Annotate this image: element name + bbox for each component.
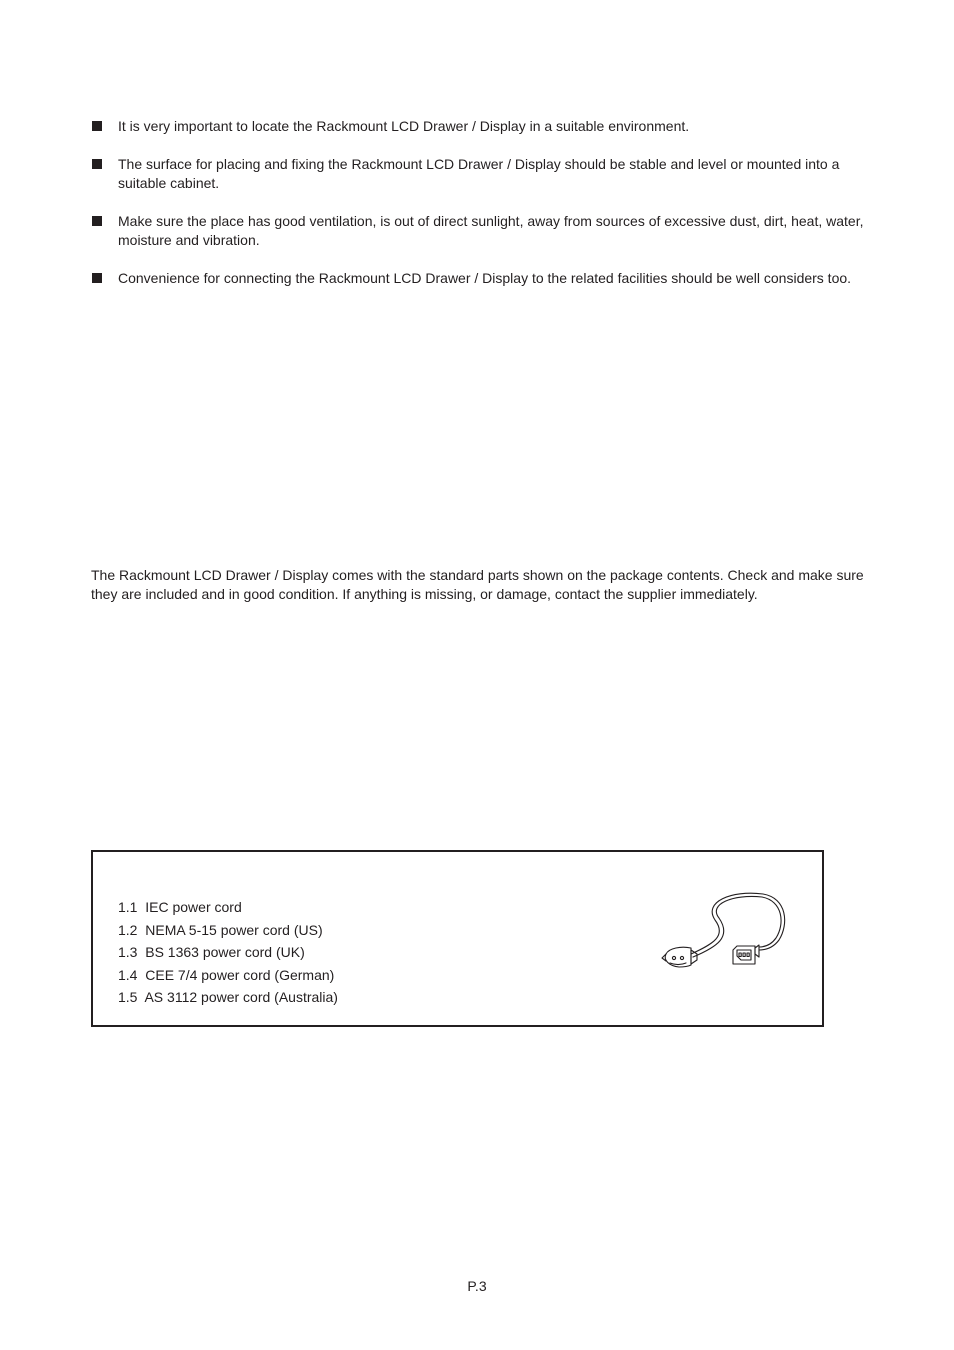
environment-note: [91, 117, 871, 137]
part-item: 1.5 AS 3112 power cord (Australia): [118, 989, 338, 1005]
parts-list: [118, 896, 338, 1009]
power-cord-icon: [661, 888, 791, 972]
environment-note-text: Make sure the place has good ventilation, is out of direct sunlight, away from sources of excessive dust, dirt, heat, water, moisture and vibration.: [118, 212, 864, 248]
part-item: 1.3 BS 1363 power cord (UK): [118, 944, 305, 960]
environment-note: [91, 212, 871, 251]
page-number: P.3: [467, 1278, 487, 1294]
square-bullet-icon: [92, 216, 102, 226]
part-item: 1.2 NEMA 5-15 power cord (US): [118, 921, 323, 938]
environment-note: [91, 155, 871, 194]
parts-box: [91, 850, 824, 1027]
environment-note: [91, 269, 871, 289]
package-contents-intro: The Rackmount LCD Drawer / Display comes with the standard parts shown on the package contents. Check and make sure they are included and in good condition. If anything is missing, or damage, contact the supplier immediately.: [91, 567, 864, 602]
environment-note-text: Convenience for connecting the Rackmount LCD Drawer / Display to the related facilities should be well considers too.: [118, 269, 852, 286]
square-bullet-icon: [92, 159, 102, 169]
part-item: 1.1 IEC power cord: [118, 899, 242, 915]
part-item: 1.4 CEE 7/4 power cord (German): [118, 966, 335, 983]
square-bullet-icon: [92, 273, 102, 283]
square-bullet-icon: [92, 121, 102, 131]
environment-notes-list: [91, 117, 871, 306]
environment-note-text: The surface for placing and fixing the Rackmount LCD Drawer / Display should be stable and level or mounted into a suitable cabinet.: [118, 155, 840, 191]
environment-note-text: It is very important to locate the Rackmount LCD Drawer / Display in a suitable environment.: [118, 118, 690, 134]
